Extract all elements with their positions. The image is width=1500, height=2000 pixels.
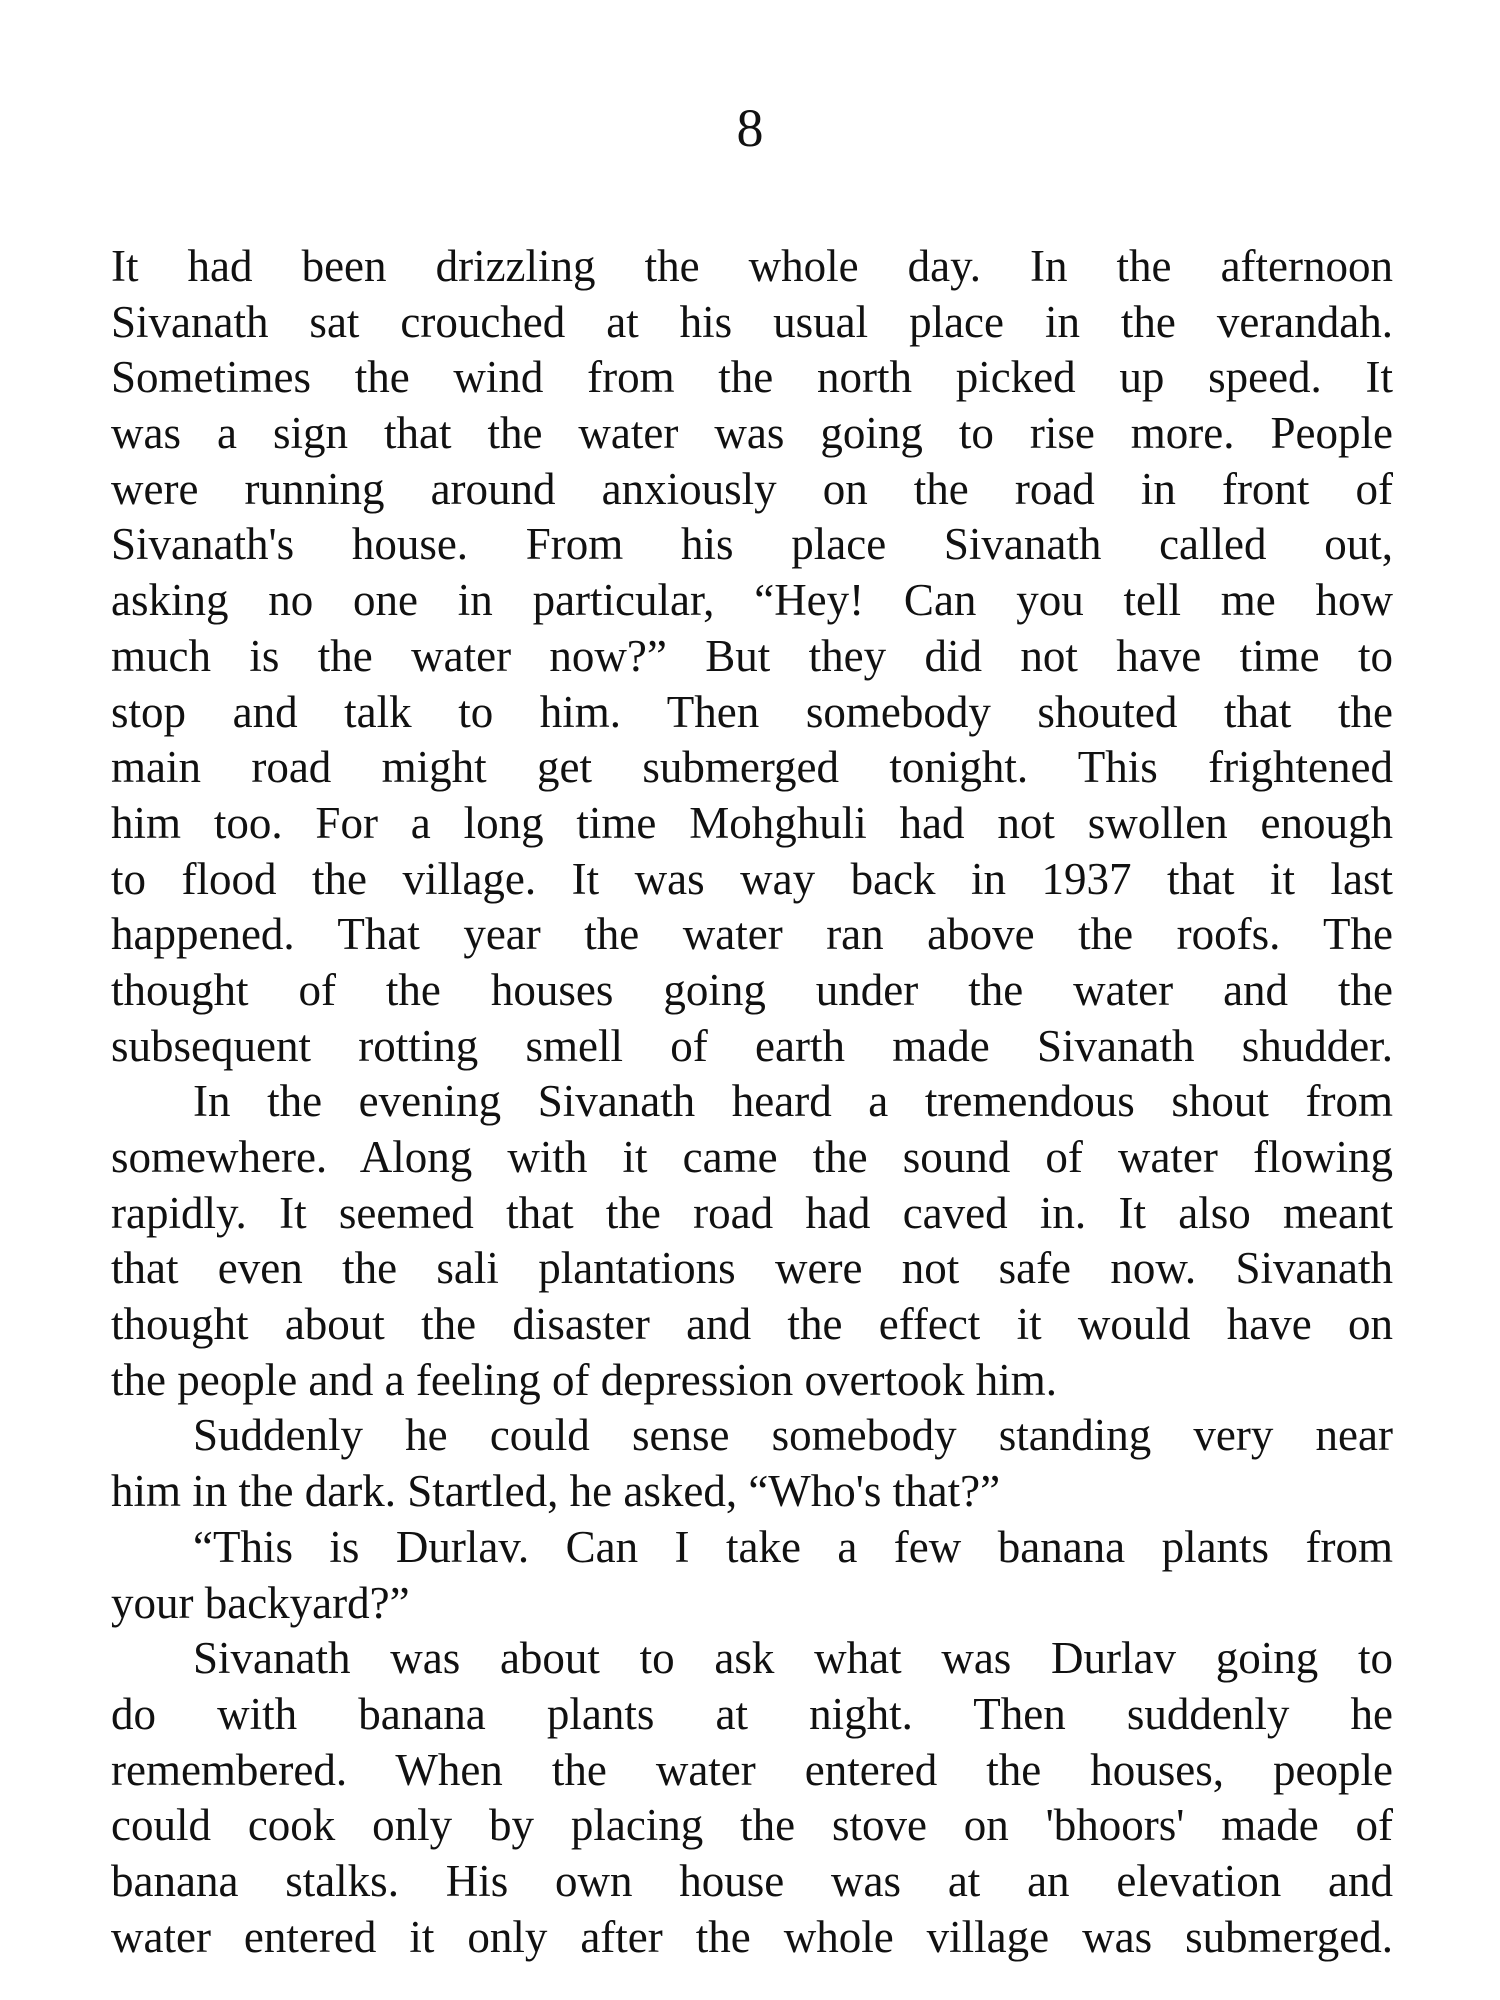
text-line: subsequent rotting smell of earth made Sivanath shudder. (111, 1020, 1393, 1071)
text-line: thought about the disaster and the effect it would have on (111, 1299, 1393, 1350)
text-line: could cook only by placing the stove on 'bhoors' made of (111, 1800, 1393, 1851)
page-number: 8 (736, 98, 764, 158)
text-line: Sivanath sat crouched at his usual place in the verandah. (111, 296, 1393, 347)
body-text (111, 239, 1393, 1965)
text-line: him too. For a long time Mohghuli had not swollen enough (111, 797, 1393, 848)
text-line: asking no one in particular, “Hey! Can you tell me how (111, 575, 1393, 626)
text-line: much is the water now?” But they did not have time to (111, 630, 1393, 681)
text-line: Sivanath was about to ask what was Durlav going to (193, 1633, 1393, 1684)
text-line: stop and talk to him. Then somebody shouted that the (111, 686, 1393, 737)
text-line: to flood the village. It was way back in 1937 that it last (111, 853, 1393, 904)
text-line: Sivanath's house. From his place Sivanath called out, (111, 519, 1393, 570)
text-line: your backyard?” (111, 1577, 410, 1628)
text-line: thought of the houses going under the water and the (111, 964, 1393, 1015)
text-line: Sometimes the wind from the north picked up speed. It (111, 352, 1393, 403)
text-line: somewhere. Along with it came the sound of water flowing (111, 1132, 1393, 1182)
text-line: were running around anxiously on the road in front of (111, 463, 1393, 514)
text-line: him in the dark. Startled, he asked, “Who's that?” (111, 1466, 1001, 1517)
text-line: the people and a feeling of depression overtook him. (111, 1354, 1057, 1405)
text-line: It had been drizzling the whole day. In the afternoon (111, 241, 1393, 291)
text-line: “This is Durlav. Can I take a few banana plants from (193, 1521, 1393, 1572)
text-line: was a sign that the water was going to rise more. People (111, 408, 1393, 459)
text-line: water entered it only after the whole village was submerged. (111, 1911, 1393, 1962)
text-line: that even the sali plantations were not safe now. Sivanath (111, 1243, 1393, 1294)
text-line: happened. That year the water ran above the roofs. The (111, 909, 1393, 960)
text-line: banana stalks. His own house was at an elevation and (111, 1855, 1393, 1906)
text-line: Suddenly he could sense somebody standing very near (193, 1410, 1393, 1461)
text-line: In the evening Sivanath heard a tremendous shout from (193, 1076, 1393, 1127)
text-line: rapidly. It seemed that the road had caved in. It also meant (111, 1187, 1393, 1238)
text-line: main road might get submerged tonight. This frightened (111, 742, 1393, 793)
text-line: do with banana plants at night. Then suddenly he (111, 1688, 1393, 1739)
text-line: remembered. When the water entered the houses, people (111, 1744, 1393, 1795)
